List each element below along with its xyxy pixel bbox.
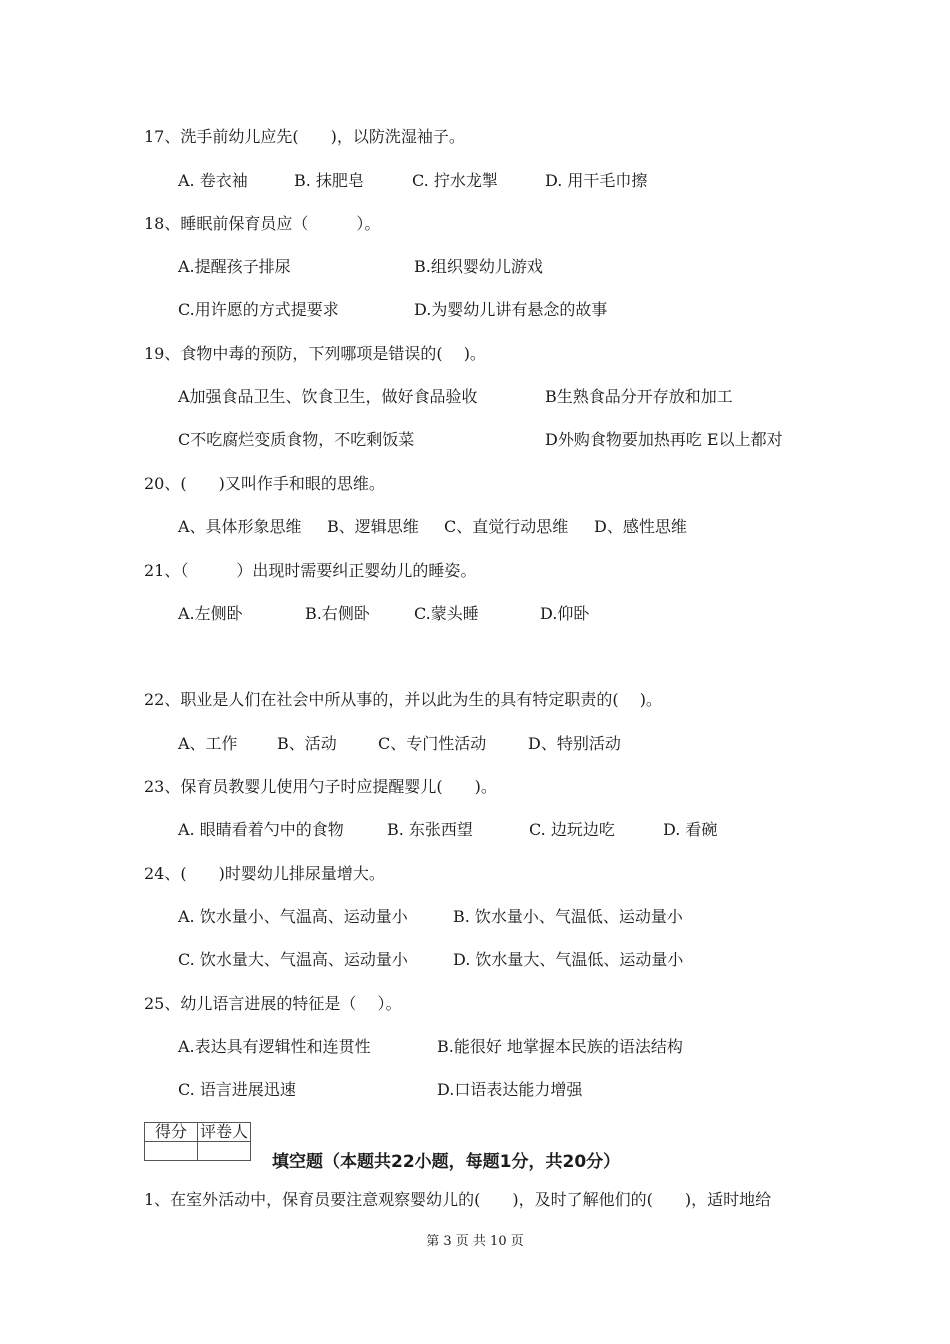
question-18-stem: 18、睡眠前保育员应（ ）。 [144, 214, 381, 233]
question-21-stem: 21、（ ）出现时需要纠正婴幼儿的睡姿。 [144, 561, 477, 580]
q22-option-a: A、工作 [178, 734, 238, 753]
question-25-stem: 25、幼儿语言进展的特征是（ ）。 [144, 994, 402, 1013]
q24-option-b: B. 饮水量小、气温低、运动量小 [453, 907, 683, 926]
q18-option-d: D.为婴幼儿讲有悬念的故事 [414, 300, 608, 319]
q22-option-d: D、特别活动 [528, 734, 621, 753]
q19-option-b: B生熟食品分开存放和加工 [545, 387, 733, 406]
question-23-stem: 23、保育员教婴儿使用勺子时应提醒婴儿( )。 [144, 777, 497, 796]
q20-option-b: B、逻辑思维 [327, 517, 419, 536]
q25-option-a: A.表达具有逻辑性和连贯性 [178, 1037, 371, 1056]
q18-option-c: C.用许愿的方式提要求 [178, 300, 339, 319]
q21-option-c: C.蒙头睡 [414, 604, 479, 623]
question-24-stem: 24、( )时婴幼儿排尿量增大。 [144, 864, 385, 883]
q24-option-c: C. 饮水量大、气温高、运动量小 [178, 950, 408, 969]
q19-option-a: A加强食品卫生、饮食卫生，做好食品验收 [178, 387, 478, 406]
q20-option-c: C、直觉行动思维 [444, 517, 569, 536]
grader-label: 评卷人 [198, 1123, 251, 1142]
q18-option-b: B.组织婴幼儿游戏 [414, 257, 543, 276]
q17-option-b: B. 抹肥皂 [294, 171, 364, 190]
q24-option-a: A. 饮水量小、气温高、运动量小 [178, 907, 408, 926]
score-cell [145, 1142, 198, 1161]
q23-option-d: D. 看碗 [663, 820, 718, 839]
page-footer: 第 3 页 共 10 页 [426, 1234, 524, 1249]
q25-option-d: D.口语表达能力增强 [437, 1080, 583, 1099]
question-19-stem: 19、食物中毒的预防，下列哪项是错误的( )。 [144, 344, 486, 363]
q23-option-c: C. 边玩边吃 [529, 820, 615, 839]
q17-option-d: D. 用干毛巾擦 [545, 171, 648, 190]
question-20-stem: 20、( )又叫作手和眼的思维。 [144, 474, 385, 493]
q21-option-b: B.右侧卧 [305, 604, 370, 623]
grader-cell [198, 1142, 251, 1161]
q22-option-c: C、专门性活动 [378, 734, 487, 753]
q19-option-d: D外购食物要加热再吃 E以上都对 [545, 430, 783, 449]
question-22-stem: 22、职业是人们在社会中所从事的，并以此为生的具有特定职责的( )。 [144, 690, 662, 709]
fill-question-1: 1、在室外活动中，保育员要注意观察婴幼儿的( )，及时了解他们的( )，适时地给 [144, 1190, 772, 1209]
q19-option-c: C不吃腐烂变质食物，不吃剩饭菜 [178, 430, 415, 449]
q25-option-c: C. 语言进展迅速 [178, 1080, 296, 1099]
q21-option-a: A.左侧卧 [178, 604, 243, 623]
q23-option-b: B. 东张西望 [387, 820, 473, 839]
q17-option-c: C. 拧水龙掣 [412, 171, 498, 190]
q17-option-a: A. 卷衣袖 [178, 171, 248, 190]
q25-option-b: B.能很好 地掌握本民族的语法结构 [437, 1037, 683, 1056]
q23-option-a: A. 眼睛看着勺中的食物 [178, 820, 344, 839]
q22-option-b: B、活动 [277, 734, 337, 753]
q20-option-a: A、具体形象思维 [178, 517, 302, 536]
q20-option-d: D、感性思维 [594, 517, 687, 536]
q18-option-a: A.提醒孩子排尿 [178, 257, 291, 276]
question-17-stem: 17、洗手前幼儿应先( )，以防洗湿袖子。 [144, 127, 465, 146]
score-table [144, 1122, 251, 1161]
section-title: 填空题（本题共22小题，每题1分，共20分） [272, 1152, 621, 1172]
score-label: 得分 [145, 1123, 198, 1142]
q24-option-d: D. 饮水量大、气温低、运动量小 [453, 950, 684, 969]
q21-option-d: D.仰卧 [540, 604, 590, 623]
